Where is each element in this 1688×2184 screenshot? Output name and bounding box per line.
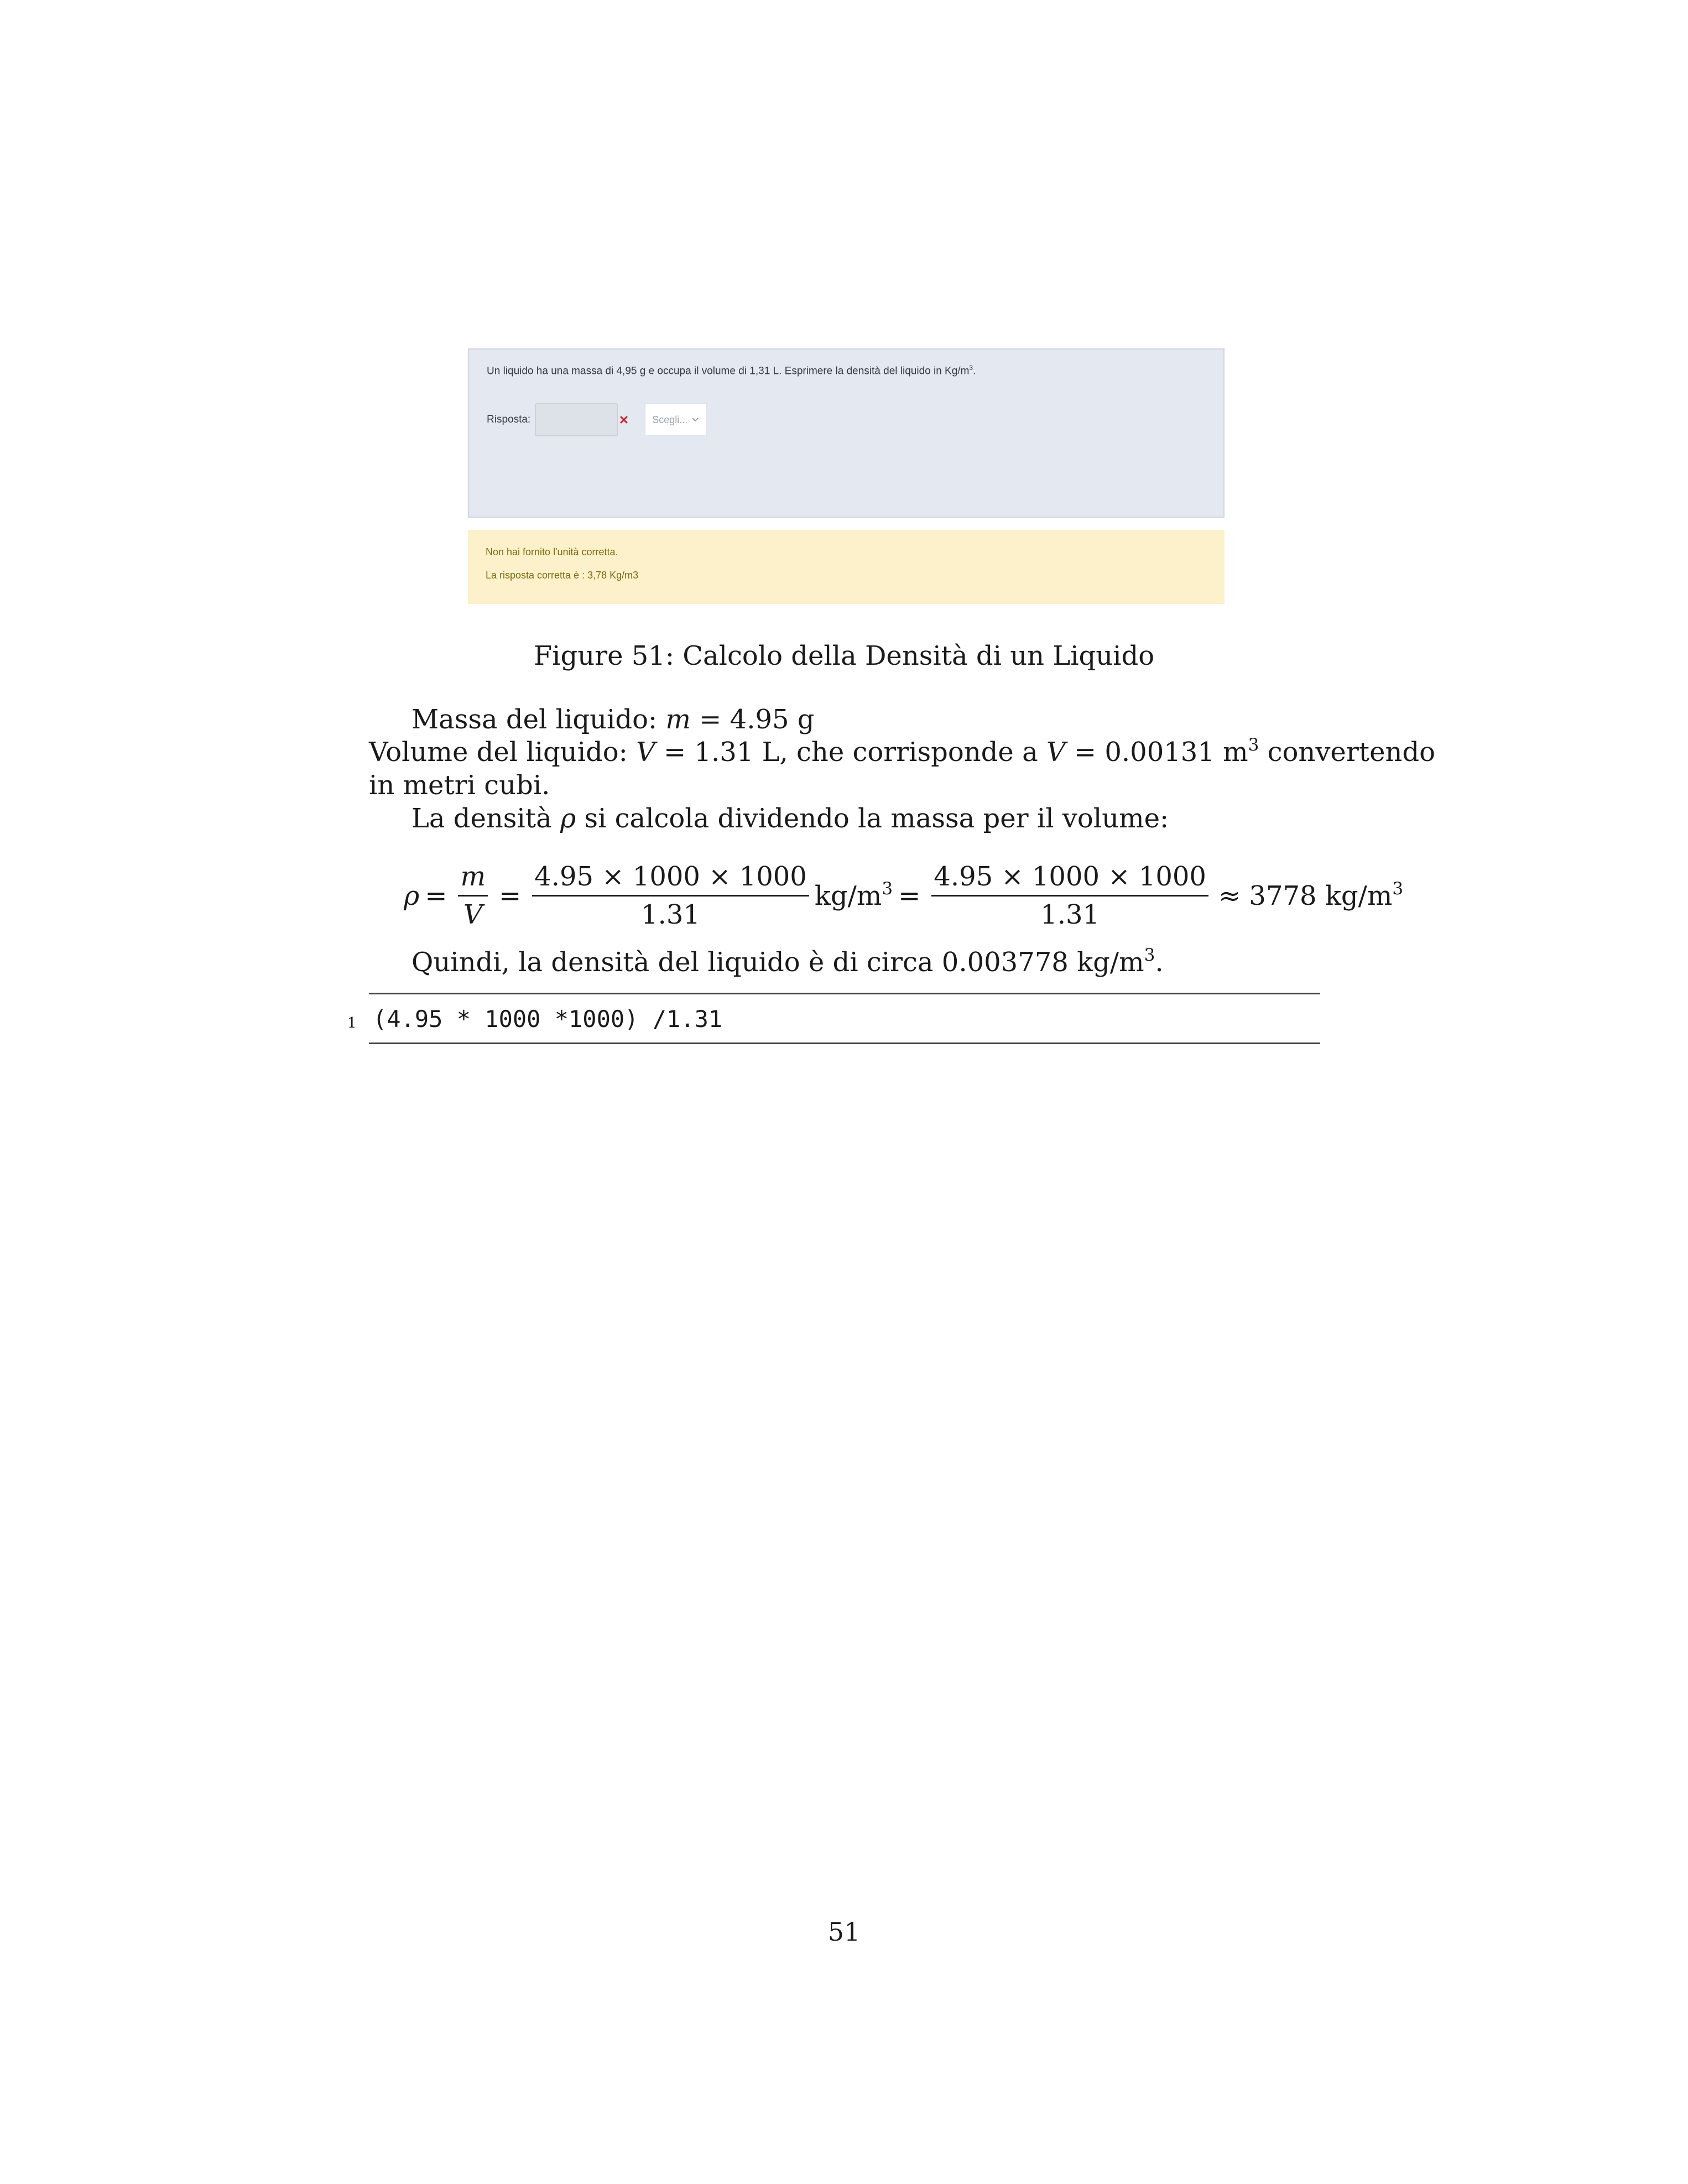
- equals-sign: =: [898, 880, 921, 911]
- density-intro: La densità ρ si calcola dividendo la massa per il volume:: [411, 803, 1169, 834]
- quiz-screenshot: [468, 348, 1225, 604]
- quiz-question-text: Un liquido ha una massa di 4,95 g e occupa il volume di 1,31 L. Esprimere la densità del liquido in $Kg/m^3$.: [487, 364, 976, 377]
- mass-line: Massa del liquido: m = 4.95 g: [411, 704, 815, 735]
- unit-kg-per-m3: $kg/m^3$: [814, 879, 893, 911]
- approx-result: ≈ 3778 $kg/m^3$: [1218, 879, 1404, 911]
- page-number: 51: [827, 1917, 861, 1947]
- code-line: (4.95 * 1000 *1000) /1.31: [373, 1005, 723, 1033]
- fraction-numeric-2: $\frac{4.95 \times 1000 \times 1000}{1.31}$: [931, 862, 1208, 930]
- answer-label: Risposta:: [487, 414, 531, 425]
- code-bottom-rule: [369, 1043, 1320, 1044]
- code-top-rule: [369, 993, 1320, 994]
- quiz-feedback-panel: [468, 530, 1225, 604]
- feedback-correct-answer: La risposta corretta è : 3,78 Kg/m3: [486, 570, 639, 581]
- fraction-numeric-1: $\frac{4.95 \times 1000 \times 1000}{1.31}$: [532, 862, 809, 930]
- equals-sign: =: [498, 880, 522, 911]
- volume-line: Volume del liquido: V = 1.31 L, che corrisponde a V = 0.00131 $m^3$ convertendo: [369, 735, 1436, 768]
- density-equation: [404, 854, 1403, 937]
- unit-select[interactable]: [644, 403, 707, 436]
- answer-row: [487, 403, 707, 437]
- unit-select-value: Scegli...: [652, 414, 688, 425]
- rho-symbol: ρ: [404, 880, 420, 911]
- wrong-answer-icon: [620, 416, 628, 424]
- quiz-question-panel: [468, 348, 1225, 518]
- equals-sign: =: [425, 880, 447, 911]
- code-line-number: 1: [347, 1015, 357, 1031]
- feedback-unit-message: Non hai fornito l'unità corretta.: [486, 546, 618, 557]
- answer-input[interactable]: [535, 403, 618, 436]
- fraction-m-over-v: $\frac{m}{V}$: [458, 862, 488, 930]
- chevron-down-icon: [692, 418, 699, 422]
- figure-caption: Figure 51: Calcolo della Densità di un Liquido: [533, 640, 1155, 671]
- volume-line-continued: in metri cubi.: [369, 770, 550, 801]
- conclusion-line: Quindi, la densità del liquido è di circa 0.003778 $kg/m^3$.: [411, 945, 1164, 978]
